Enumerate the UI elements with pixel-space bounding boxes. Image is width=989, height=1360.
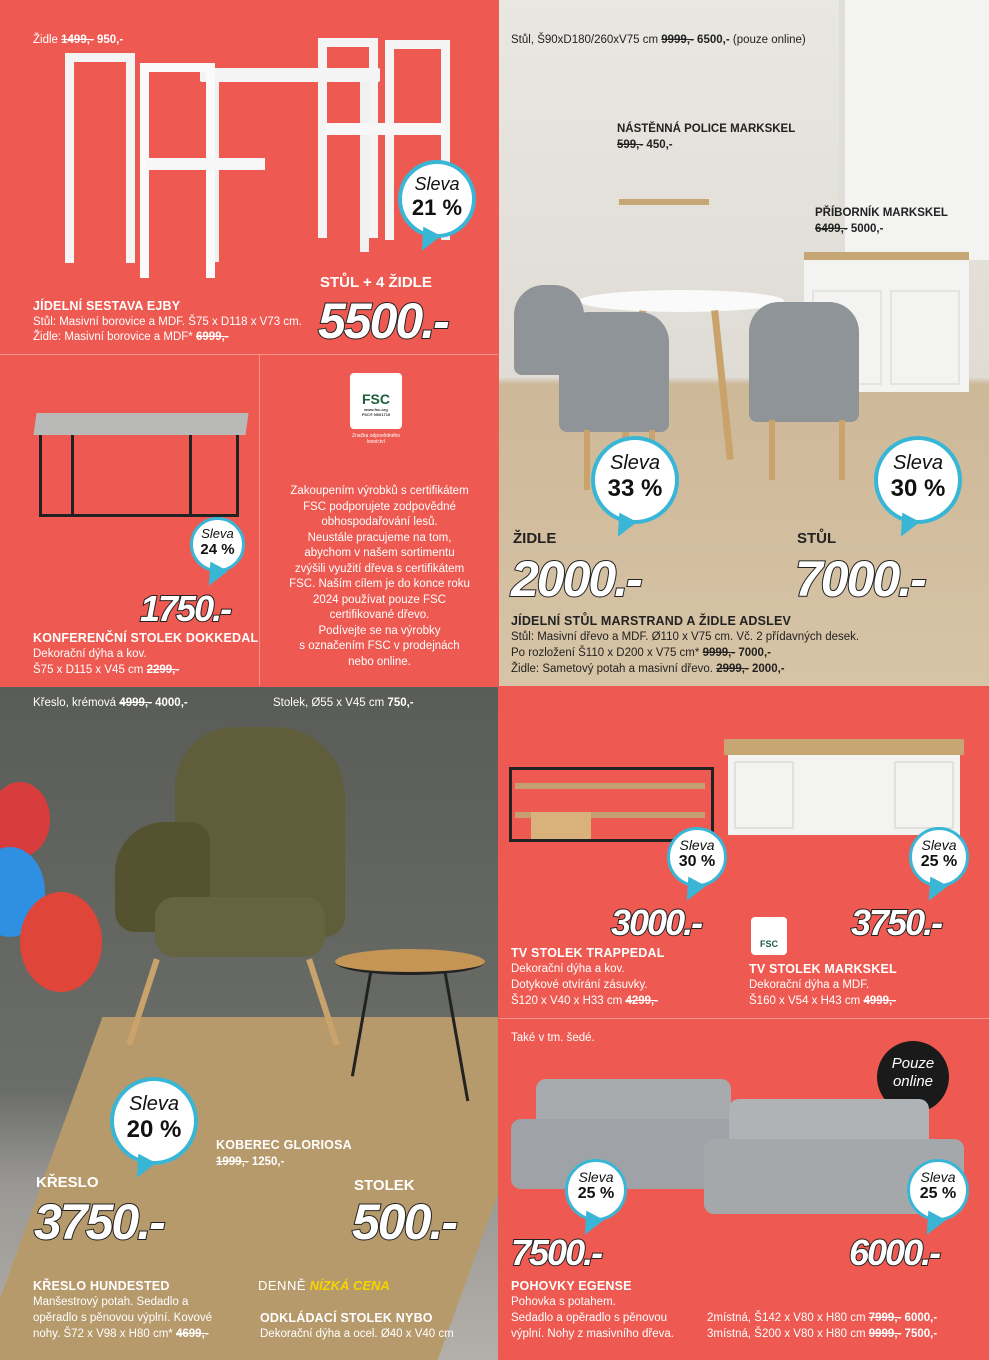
badge-percent: 30 % [678, 853, 716, 870]
fsc-line: 2024 používat pouze FSC [313, 593, 446, 606]
badge-label: Sleva [920, 1169, 956, 1185]
window-image [839, 0, 989, 260]
badge-label: Sleva [679, 837, 715, 853]
badge-percent: 20 % [126, 1116, 182, 1143]
badge-label: Sleva [414, 174, 460, 194]
chair-label: ŽIDLE [513, 530, 557, 547]
panel-dining-set [0, 0, 498, 354]
trappedal-discount-badge [667, 827, 727, 887]
trappedal-desc2: Dotykové otvírání zásuvky. [511, 979, 648, 991]
armchair-desc2: opěradlo s pěnovou výplní. Kovové [33, 1312, 213, 1324]
fsc-line: obhospodařování lesů. [321, 516, 438, 528]
size1-text: 2místná, Š142 x V80 x H80 cm [707, 1312, 866, 1324]
dining-desc1: Stůl: Masivní borovice a MDF. Š75 x D118 x V73 cm. [33, 316, 302, 328]
room-desc3 [511, 662, 785, 677]
dining-combo-label: STŮL + 4 ŽIDLE [320, 274, 432, 291]
dining-desc2 [33, 330, 229, 345]
sideboard-price [815, 222, 883, 237]
fsc-logo-small: FSC [751, 917, 787, 955]
armchair-image [115, 727, 345, 967]
stool-title: ODKLÁDACÍ STOLEK NYBO [260, 1311, 433, 1325]
room-desc3-text: Židle: Sametový potah a masivní dřevo. [511, 663, 713, 675]
stool-label: STOLEK [354, 1177, 415, 1194]
shelf-new: 450,- [646, 139, 673, 151]
fsc-logo-url: www.fsc.org [364, 407, 388, 412]
dining-discount-badge [398, 160, 476, 238]
dining-table-image [579, 290, 784, 312]
coffee-desc1: Dekorační dýha a kov. [33, 648, 147, 660]
balloon-image [0, 782, 50, 857]
daily-low-2: NÍZKÁ CENA [309, 1278, 390, 1293]
armchair-top-label: Křeslo, krémová [33, 697, 117, 709]
shelf-old: 599,- [617, 139, 644, 151]
balloon-image [20, 892, 102, 992]
side-table-label: Stolek, Ø55 x V45 cm [273, 697, 385, 709]
fsc-logo [350, 373, 402, 429]
trappedal-desc3-text: Š120 x V40 x H33 cm [511, 995, 623, 1007]
badge-label: Sleva [921, 837, 957, 853]
sideboard-old: 6499,- [815, 223, 848, 235]
chair-leg [839, 420, 845, 480]
sofas-title: POHOVKY EGENSE [511, 1279, 632, 1293]
markskel-desc2-old: 4999,- [863, 995, 897, 1007]
armchair-desc1: Manšestrový potah. Sedadlo a [33, 1296, 189, 1308]
room-desc2-new: 7000,- [738, 647, 771, 659]
dining-desc2-old: 6999,- [195, 331, 229, 343]
fsc-line: Podívejte se na výrobky [318, 624, 441, 637]
size1-new: 6000,- [904, 1312, 938, 1324]
room-desc1: Stůl: Masivní dřevo a MDF. Ø110 x V75 cm. Vč. 2 přídavných desek. [511, 631, 860, 643]
rug-title: KOBEREC GLORIOSA [216, 1138, 352, 1152]
armchair-desc3-old: 4699,- [175, 1328, 209, 1340]
dining-top-old-price: 1499,- [61, 34, 94, 46]
armchair-top-old: 4999,- [119, 697, 152, 709]
room-desc2-old: 9999,- [702, 647, 736, 659]
room-desc2-text: Po rozložení Š110 x D200 x V75 cm* [511, 647, 700, 659]
chair-image [749, 302, 859, 422]
chair-discount-badge [591, 436, 679, 524]
sideboard-title: PŘÍBORNÍK MARKSKEL [815, 207, 948, 219]
stool-desc: Dekorační dýha a ocel. Ø40 x V40 cm [260, 1328, 454, 1340]
markskel-desc2-text: Š160 x V54 x H43 cm [749, 995, 861, 1007]
table-leg [711, 310, 734, 460]
panel-fsc-info [260, 355, 499, 686]
coffee-desc2-old: 2299,- [146, 664, 180, 676]
size2-old: 9999,- [868, 1328, 902, 1340]
panel-living-scene [0, 687, 498, 1360]
chair-price: 2000.- [511, 551, 641, 607]
room-desc3-old: 2999,- [716, 663, 749, 675]
tv-stand-markskel-image [724, 739, 964, 834]
chair-leg [584, 430, 590, 490]
shelf-title: NÁSTĚNNÁ POLICE MARKSKEL [617, 123, 796, 135]
sofa-right-discount-badge [907, 1159, 969, 1221]
room-top-note: (pouze online) [732, 34, 806, 46]
chair-image [559, 312, 669, 432]
rug-new: 1250,- [251, 1156, 285, 1168]
badge-label: Sleva [609, 452, 661, 474]
size2-new: 7500,- [904, 1328, 938, 1340]
stool-price: 500.- [352, 1194, 456, 1250]
armchair-desc3 [33, 1327, 209, 1342]
side-table-new: 750,- [387, 697, 414, 709]
sofa-2seat-price: 6000.- [849, 1232, 940, 1273]
badge-percent: 30 % [890, 475, 946, 502]
online-text-1: Pouze [891, 1055, 935, 1072]
daily-low-price-logo [258, 1278, 390, 1293]
armchair-top-line [33, 696, 188, 711]
size1-old: 7999,- [868, 1312, 902, 1324]
badge-label: Sleva [201, 526, 234, 541]
armchair-desc3-text: nohy. Š72 x V98 x H80 cm* [33, 1328, 173, 1340]
markskel-desc1: Dekorační dýha a MDF. [749, 979, 870, 991]
sofas-top-note: Také v tm. šedé. [511, 1032, 595, 1044]
fsc-line: FSC podporujete zodpovědné [303, 500, 456, 513]
fsc-line: Neustále pracujeme na tom, [307, 531, 452, 544]
badge-label: Sleva [128, 1093, 180, 1115]
coffee-discount-badge [190, 517, 245, 572]
coffee-title: KONFERENČNÍ STOLEK DOKKEDAL [33, 631, 259, 645]
markskel-price: 3750.- [851, 902, 942, 943]
armchair-top-new: 4000,- [155, 697, 188, 709]
sofa-3seat-price: 7500.- [511, 1232, 602, 1273]
side-table-image [335, 949, 485, 975]
online-text-2: online [892, 1073, 934, 1090]
dining-title: JÍDELNÍ SESTAVA EJBY [33, 299, 181, 313]
shelf-price [617, 138, 673, 153]
table-price: 7000.- [795, 551, 925, 607]
fsc-line: nebo online. [348, 655, 411, 668]
sideboard-new: 5000,- [850, 223, 884, 235]
room-top-old: 9999,- [661, 34, 694, 46]
fsc-line: Zakoupením výrobků s certifikátem [290, 485, 469, 497]
fsc-line: s označením FSC v prodejnách [299, 640, 460, 652]
dining-top-label: Židle [33, 34, 58, 46]
armchair-title: KŘESLO HUNDESTED [33, 1279, 170, 1293]
sofas-desc2: Sedadlo a opěradlo s pěnovou [511, 1312, 668, 1324]
room-desc3-new: 2000,- [752, 663, 785, 675]
badge-percent: 25 % [577, 1185, 615, 1202]
dining-top-new-price: 950,- [96, 34, 124, 46]
badge-label: Sleva [892, 452, 944, 474]
daily-low-1: DENNĚ [258, 1278, 307, 1293]
side-table-top-line [273, 696, 414, 711]
markskel-discount-badge [909, 827, 969, 887]
fsc-logo-code: FSC® N001719 [361, 412, 391, 417]
coffee-desc2 [33, 663, 179, 678]
trappedal-price: 3000.- [611, 902, 702, 943]
coffee-table-image [35, 413, 247, 521]
room-top-new: 6500,- [697, 34, 730, 46]
armchair-label: KŘESLO [36, 1174, 99, 1191]
fsc-logo-text: FSC [362, 391, 390, 407]
sofas-size2 [707, 1327, 937, 1342]
fsc-text [260, 484, 499, 670]
panel-coffee-table [0, 355, 259, 686]
trappedal-desc1: Dekorační dýha a kov. [511, 963, 625, 975]
dining-desc2-text: Židle: Masivní borovice a MDF* [33, 331, 193, 343]
table-discount-badge [874, 436, 962, 524]
fsc-line: abychom v našem sortimentu [304, 547, 455, 559]
panel-tv-stands [499, 687, 989, 1017]
badge-percent: 25 % [919, 1185, 957, 1202]
panel-room-scene [499, 0, 989, 686]
badge-percent: 21 % [411, 195, 463, 220]
armchair-discount-badge [110, 1077, 198, 1165]
trappedal-desc3 [511, 994, 658, 1009]
room-title: JÍDELNÍ STŮL MARSTRAND A ŽIDLE ADSLEV [511, 614, 792, 628]
fsc-logo-sub: Značka odpovědného lesnictví [351, 433, 401, 445]
coffee-desc2-text: Š75 x D115 x V45 cm [33, 664, 144, 676]
sofas-desc1: Pohovka s potahem. [511, 1296, 616, 1308]
fsc-line: certifikované dřevo. [329, 609, 430, 621]
panel-sofas [499, 1019, 989, 1360]
rug-price [216, 1155, 284, 1170]
dining-price: 5500.- [318, 293, 448, 349]
badge-percent: 25 % [920, 853, 958, 870]
chair-leg [769, 420, 775, 480]
badge-label: Sleva [578, 1169, 614, 1185]
badge-percent: 33 % [607, 475, 663, 502]
sofas-size1 [707, 1311, 937, 1326]
fsc-line: zvýšili využití dřeva s certifikátem [294, 562, 465, 575]
markskel-title: TV STOLEK MARKSKEL [749, 962, 897, 976]
room-desc2 [511, 646, 771, 661]
size2-text: 3místná, Š200 x V80 x H80 cm [707, 1328, 866, 1340]
table-label: STŮL [797, 530, 837, 547]
markskel-desc2 [749, 994, 896, 1009]
dining-set-image [60, 38, 470, 278]
wall-shelf-image [619, 150, 709, 205]
rug-old: 1999,- [216, 1156, 249, 1168]
trappedal-desc3-old: 4299,- [625, 995, 659, 1007]
sofa-left-discount-badge [565, 1159, 627, 1221]
room-top-label: Stůl, Š90xD180/260xV75 cm [511, 34, 659, 46]
badge-percent: 24 % [200, 541, 235, 558]
coffee-price: 1750.- [140, 588, 231, 629]
fsc-line: FSC. Naším cílem je do konce roku [289, 578, 470, 590]
sofas-desc3: výplní. Nohy z masivního dřeva. [511, 1328, 674, 1340]
trappedal-title: TV STOLEK TRAPPEDAL [511, 946, 665, 960]
room-top-line [511, 33, 806, 48]
armchair-price: 3750.- [34, 1194, 164, 1250]
